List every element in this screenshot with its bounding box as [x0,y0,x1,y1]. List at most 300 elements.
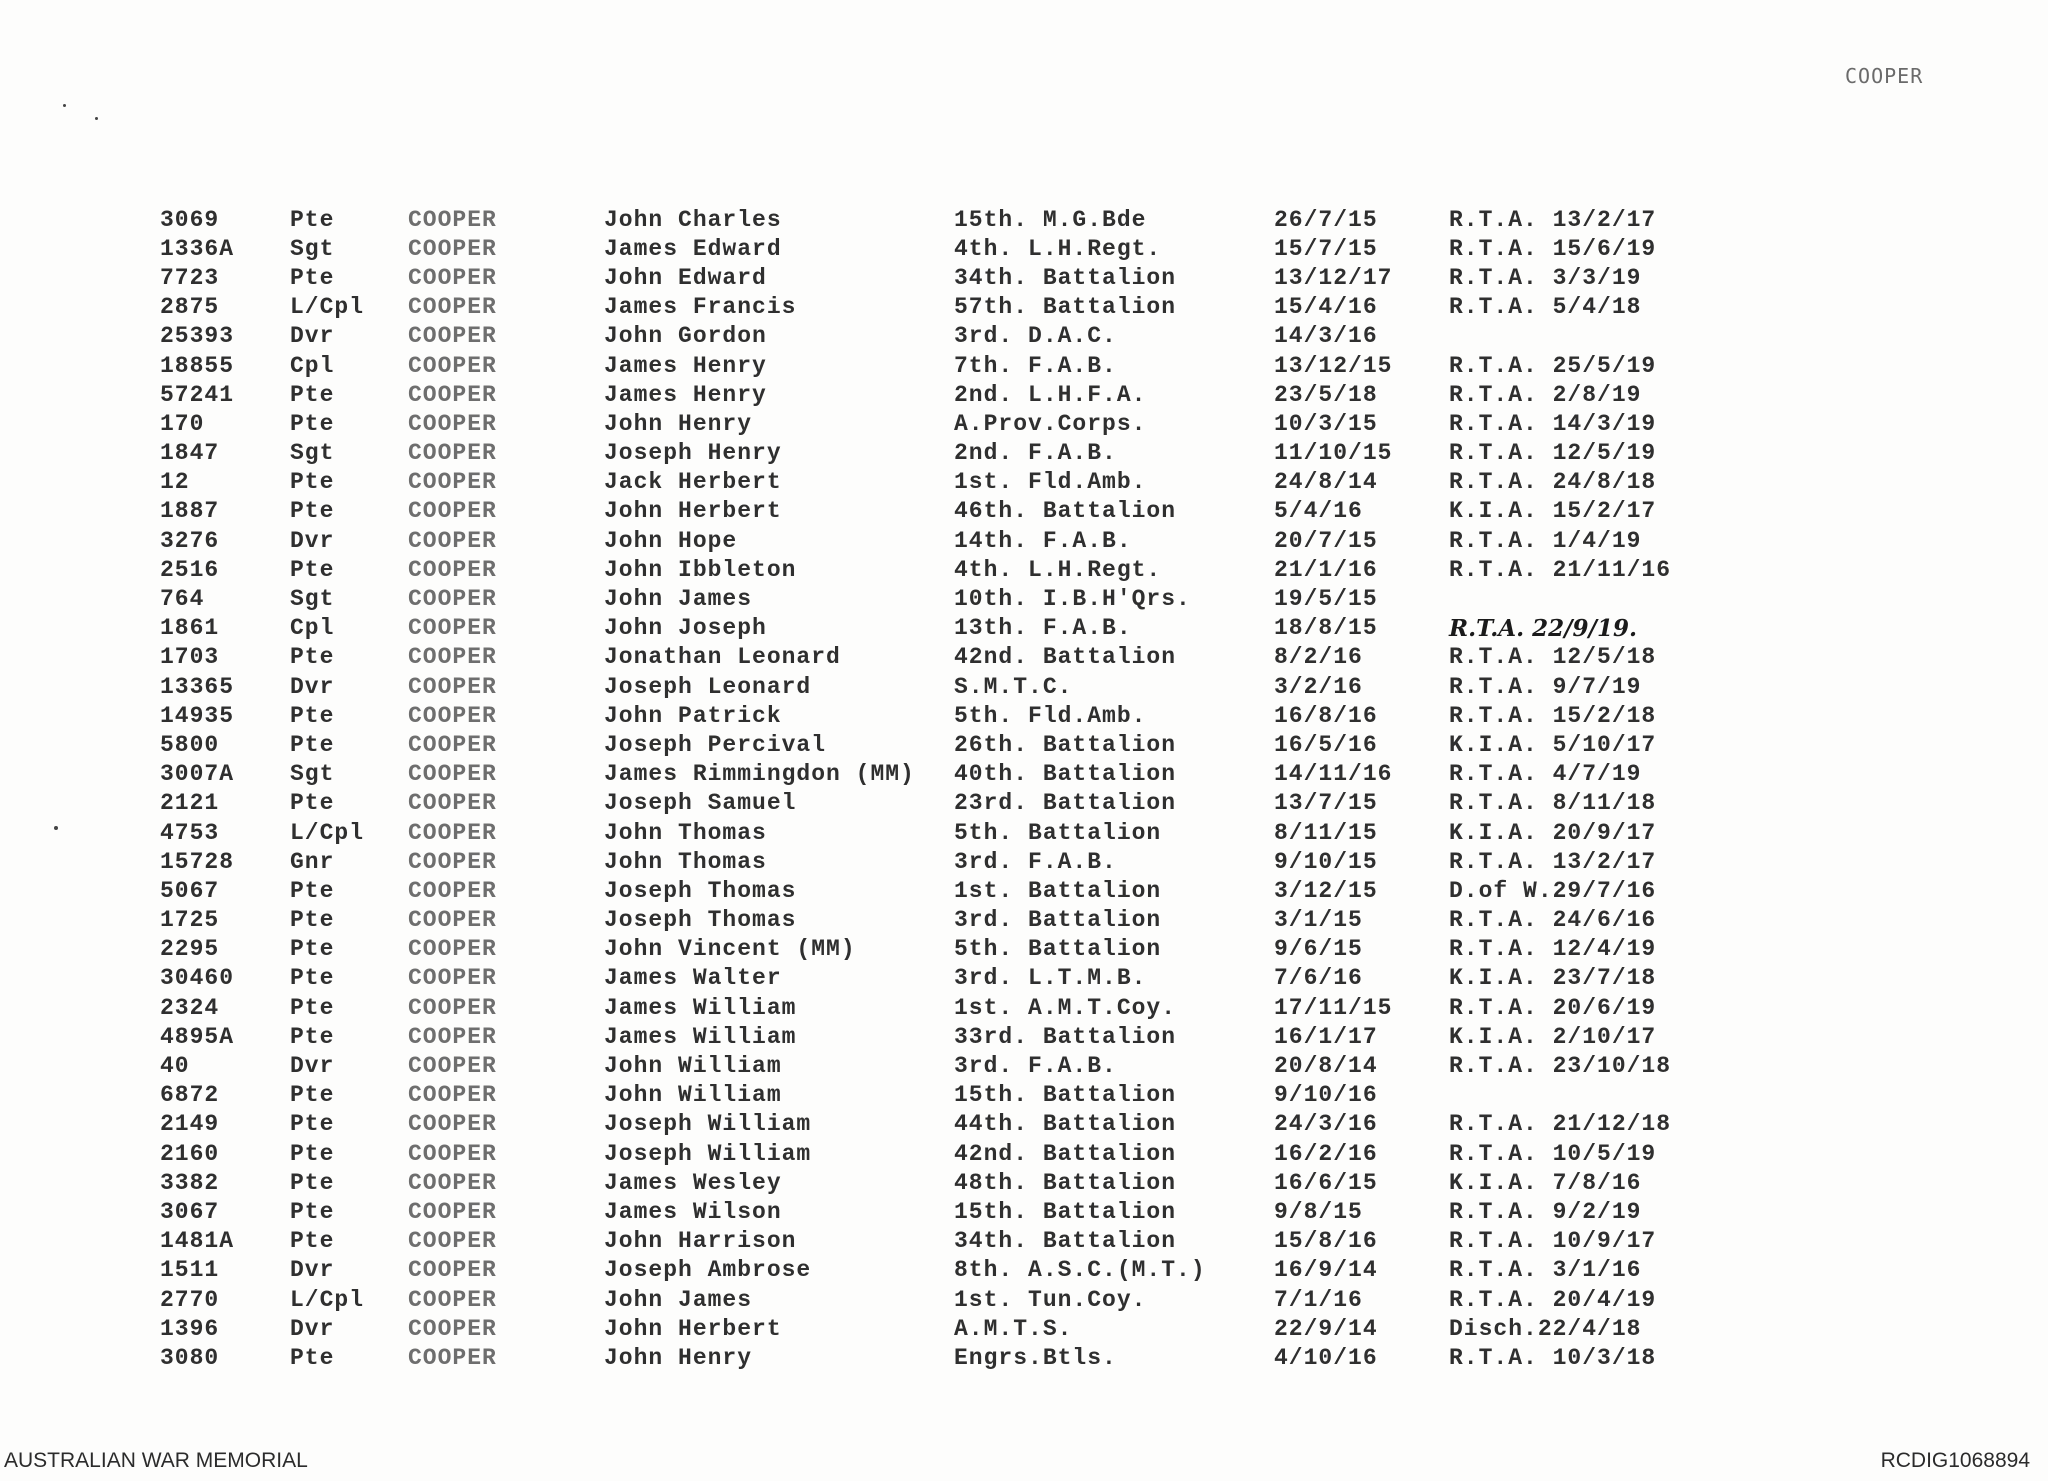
table-row [160,614,1749,643]
fate-cell: R.T.A. 12/5/18 [1449,644,1657,671]
surname-cell: COOPER [408,790,497,817]
rank-cell: Cpl [290,615,335,642]
rank-cell: Pte [290,702,335,729]
rank-cell: Pte [290,1169,335,1196]
fate-cell: R.T.A. 12/4/19 [1449,936,1657,963]
service-number-cell: 1847 [160,440,220,467]
surname-cell: COOPER [408,1257,497,1284]
table-row [160,351,1749,380]
ink-speck [54,826,58,830]
surname-cell: COOPER [408,586,497,613]
given-names-cell: John Herbert [604,1315,782,1342]
rank-cell: Pte [290,469,335,496]
fate-cell: R.T.A. 25/5/19 [1449,352,1657,379]
surname-cell: COOPER [408,1286,497,1313]
enlistment-date-cell: 16/8/16 [1274,702,1378,729]
service-number-cell: 764 [160,586,205,613]
unit-cell: 1st. A.M.T.Coy. [954,994,1177,1021]
given-names-cell: James William [604,1023,797,1050]
given-names-cell: John William [604,1082,782,1109]
enlistment-date-cell: 16/1/17 [1274,1023,1378,1050]
rank-cell: Cpl [290,352,335,379]
enlistment-date-cell: 18/8/15 [1274,615,1378,642]
surname-cell: COOPER [408,761,497,788]
rank-cell: Dvr [290,673,335,700]
given-names-cell: John William [604,1053,782,1080]
table-row [160,205,1749,234]
service-number-cell: 3007A [160,761,235,788]
rank-cell: Dvr [290,323,335,350]
rank-cell: L/Cpl [290,1286,365,1313]
rank-cell: Pte [290,790,335,817]
surname-cell: COOPER [408,731,497,758]
fate-cell: K.I.A. 20/9/17 [1449,819,1657,846]
rank-cell: Pte [290,936,335,963]
table-row [160,701,1749,730]
given-names-cell: John Patrick [604,702,782,729]
nominal-roll-table [160,205,1749,1373]
rank-cell: Gnr [290,848,335,875]
nominal-roll-rows [160,205,1749,1373]
surname-cell: COOPER [408,294,497,321]
table-row [160,643,1749,672]
given-names-cell: James Henry [604,381,767,408]
surname-cell: COOPER [408,877,497,904]
fate-cell: K.I.A. 7/8/16 [1449,1169,1642,1196]
ink-speck [95,117,98,120]
surname-cell: COOPER [408,615,497,642]
enlistment-date-cell: 16/5/16 [1274,731,1378,758]
surname-cell: COOPER [408,1198,497,1225]
surname-cell: COOPER [408,1082,497,1109]
surname-cell: COOPER [408,323,497,350]
table-row [160,964,1749,993]
surname-cell: COOPER [408,498,497,525]
given-names-cell: Joseph Thomas [604,877,797,904]
rank-cell: Dvr [290,1053,335,1080]
table-row [160,993,1749,1022]
unit-cell: 57th. Battalion [954,294,1177,321]
rank-cell: Pte [290,206,335,233]
table-row [160,1314,1749,1343]
table-row [160,1051,1749,1080]
unit-cell: 2nd. L.H.F.A. [954,381,1147,408]
service-number-cell: 57241 [160,381,235,408]
service-number-cell: 3067 [160,1198,220,1225]
service-number-cell: 1511 [160,1257,220,1284]
table-row [160,263,1749,292]
enlistment-date-cell: 22/9/14 [1274,1315,1378,1342]
ink-speck [63,104,66,107]
rank-cell: Pte [290,731,335,758]
enlistment-date-cell: 7/1/16 [1274,1286,1363,1313]
rank-cell: Sgt [290,440,335,467]
unit-cell: A.Prov.Corps. [954,410,1147,437]
given-names-cell: James William [604,994,797,1021]
unit-cell: Engrs.Btls. [954,1344,1117,1371]
surname-cell: COOPER [408,556,497,583]
unit-cell: 48th. Battalion [954,1169,1177,1196]
given-names-cell: James Henry [604,352,767,379]
enlistment-date-cell: 26/7/15 [1274,206,1378,233]
enlistment-date-cell: 19/5/15 [1274,586,1378,613]
enlistment-date-cell: 14/3/16 [1274,323,1378,350]
unit-cell: 46th. Battalion [954,498,1177,525]
enlistment-date-cell: 9/10/15 [1274,848,1378,875]
surname-cell: COOPER [408,352,497,379]
unit-cell: 15th. Battalion [954,1082,1177,1109]
rank-cell: Sgt [290,586,335,613]
unit-cell: 3rd. Battalion [954,907,1162,934]
service-number-cell: 5067 [160,877,220,904]
table-row [160,672,1749,701]
surname-cell: COOPER [408,994,497,1021]
service-number-cell: 12 [160,469,190,496]
given-names-cell: John Joseph [604,615,767,642]
given-names-cell: James Walter [604,965,782,992]
service-number-cell: 5800 [160,731,220,758]
enlistment-date-cell: 3/12/15 [1274,877,1378,904]
unit-cell: 14th. F.A.B. [954,527,1132,554]
rank-cell: Pte [290,644,335,671]
fate-cell: R.T.A. 13/2/17 [1449,206,1657,233]
fate-cell: R.T.A. 20/4/19 [1449,1286,1657,1313]
service-number-cell: 3069 [160,206,220,233]
given-names-cell: Joseph William [604,1140,812,1167]
fate-cell: Disch.22/4/18 [1449,1315,1642,1342]
rank-cell: Pte [290,877,335,904]
unit-cell: 1st. Fld.Amb. [954,469,1147,496]
enlistment-date-cell: 13/12/17 [1274,264,1393,291]
fate-cell: R.T.A. 3/3/19 [1449,264,1642,291]
fate-cell: K.I.A. 23/7/18 [1449,965,1657,992]
service-number-cell: 14935 [160,702,235,729]
service-number-cell: 1887 [160,498,220,525]
table-row [160,1139,1749,1168]
rank-cell: Pte [290,907,335,934]
given-names-cell: Joseph Samuel [604,790,797,817]
unit-cell: 7th. F.A.B. [954,352,1117,379]
given-names-cell: John Hope [604,527,738,554]
service-number-cell: 25393 [160,323,235,350]
table-row [160,789,1749,818]
unit-cell: 34th. Battalion [954,1228,1177,1255]
fate-cell: R.T.A. 1/4/19 [1449,527,1642,554]
fate-cell: R.T.A. 15/6/19 [1449,235,1657,262]
service-number-cell: 2121 [160,790,220,817]
table-row [160,906,1749,935]
unit-cell: 5th. Battalion [954,819,1162,846]
service-number-cell: 3276 [160,527,220,554]
enlistment-date-cell: 7/6/16 [1274,965,1363,992]
service-number-cell: 15728 [160,848,235,875]
table-row [160,1168,1749,1197]
fate-cell: R.T.A. 24/6/16 [1449,907,1657,934]
surname-cell: COOPER [408,1228,497,1255]
surname-cell: COOPER [408,410,497,437]
fate-cell: R.T.A. 14/3/19 [1449,410,1657,437]
rank-cell: Pte [290,264,335,291]
enlistment-date-cell: 15/4/16 [1274,294,1378,321]
fate-cell [1449,322,1749,351]
fate-cell: R.T.A. 8/11/18 [1449,790,1657,817]
unit-cell: 8th. A.S.C.(M.T.) [954,1257,1206,1284]
given-names-cell: Joseph Percival [604,731,827,758]
fate-cell: R.T.A. 4/7/19 [1449,761,1642,788]
unit-cell: 5th. Battalion [954,936,1162,963]
table-row [160,584,1749,613]
fate-cell: R.T.A. 12/5/19 [1449,440,1657,467]
fate-cell: R.T.A. 13/2/17 [1449,848,1657,875]
unit-cell: 3rd. L.T.M.B. [954,965,1147,992]
enlistment-date-cell: 20/8/14 [1274,1053,1378,1080]
enlistment-date-cell: 14/11/16 [1274,761,1393,788]
enlistment-date-cell: 5/4/16 [1274,498,1363,525]
enlistment-date-cell: 16/6/15 [1274,1169,1378,1196]
enlistment-date-cell: 24/3/16 [1274,1111,1378,1138]
enlistment-date-cell: 10/3/15 [1274,410,1378,437]
enlistment-date-cell: 8/2/16 [1274,644,1363,671]
enlistment-date-cell: 9/10/16 [1274,1082,1378,1109]
service-number-cell: 1336A [160,235,235,262]
given-names-cell: Jonathan Leonard [604,644,841,671]
surname-cell: COOPER [408,440,497,467]
fate-cell [1449,1081,1749,1110]
rank-cell: Dvr [290,1257,335,1284]
rank-cell: Pte [290,498,335,525]
service-number-cell: 2160 [160,1140,220,1167]
rank-cell: Dvr [290,527,335,554]
given-names-cell: John James [604,586,753,613]
rank-cell: Sgt [290,761,335,788]
unit-cell: 3rd. F.A.B. [954,1053,1117,1080]
table-row [160,1081,1749,1110]
surname-cell: COOPER [408,469,497,496]
surname-cell: COOPER [408,965,497,992]
table-row [160,409,1749,438]
unit-cell: 34th. Battalion [954,264,1177,291]
table-row [160,497,1749,526]
rank-cell: Dvr [290,1315,335,1342]
surname-cell: COOPER [408,1140,497,1167]
unit-cell: 2nd. F.A.B. [954,440,1117,467]
enlistment-date-cell: 13/12/15 [1274,352,1393,379]
given-names-cell: Joseph William [604,1111,812,1138]
service-number-cell: 170 [160,410,205,437]
table-row [160,234,1749,263]
fate-cell: R.T.A. 5/4/18 [1449,294,1642,321]
rank-cell: Pte [290,1111,335,1138]
surname-cell: COOPER [408,235,497,262]
service-number-cell: 6872 [160,1082,220,1109]
given-names-cell: John Thomas [604,848,767,875]
given-names-cell: Joseph Leonard [604,673,812,700]
fate-cell: R.T.A. 20/6/19 [1449,994,1657,1021]
table-row [160,468,1749,497]
table-row [160,439,1749,468]
table-row [160,1110,1749,1139]
enlistment-date-cell: 11/10/15 [1274,440,1393,467]
service-number-cell: 1396 [160,1315,220,1342]
rank-cell: Pte [290,1023,335,1050]
table-row [160,1197,1749,1226]
given-names-cell: John Harrison [604,1228,797,1255]
surname-cell: COOPER [408,1111,497,1138]
archive-reference-id: RCDIG1068894 [1880,1449,2030,1472]
table-row [160,1022,1749,1051]
fate-cell: R.T.A. 3/1/16 [1449,1257,1642,1284]
rank-cell: Sgt [290,235,335,262]
service-number-cell: 2516 [160,556,220,583]
enlistment-date-cell: 24/8/14 [1274,469,1378,496]
unit-cell: 10th. I.B.H'Qrs. [954,586,1191,613]
unit-cell: 44th. Battalion [954,1111,1177,1138]
enlistment-date-cell: 3/2/16 [1274,673,1363,700]
table-row [160,526,1749,555]
surname-cell: COOPER [408,1169,497,1196]
given-names-cell: John Charles [604,206,782,233]
surname-cell: COOPER [408,907,497,934]
service-number-cell: 13365 [160,673,235,700]
fate-cell: R.T.A. 15/2/18 [1449,702,1657,729]
enlistment-date-cell: 16/2/16 [1274,1140,1378,1167]
given-names-cell: James Edward [604,235,782,262]
fate-cell: K.I.A. 15/2/17 [1449,498,1657,525]
service-number-cell: 1861 [160,615,220,642]
surname-cell: COOPER [408,1053,497,1080]
service-number-cell: 2149 [160,1111,220,1138]
fate-cell: R.T.A. 21/11/16 [1449,556,1672,583]
enlistment-date-cell: 4/10/16 [1274,1344,1378,1371]
surname-cell: COOPER [408,673,497,700]
enlistment-date-cell: 16/9/14 [1274,1257,1378,1284]
table-row [160,730,1749,759]
table-row [160,935,1749,964]
fate-cell: R.T.A. 9/2/19 [1449,1198,1642,1225]
enlistment-date-cell: 8/11/15 [1274,819,1378,846]
enlistment-date-cell: 17/11/15 [1274,994,1393,1021]
enlistment-date-cell: 15/7/15 [1274,235,1378,262]
given-names-cell: James Wilson [604,1198,782,1225]
fate-cell: R.T.A. 10/9/17 [1449,1228,1657,1255]
service-number-cell: 30460 [160,965,235,992]
unit-cell: 5th. Fld.Amb. [954,702,1147,729]
enlistment-date-cell: 21/1/16 [1274,556,1378,583]
given-names-cell: John Edward [604,264,767,291]
table-row [160,380,1749,409]
enlistment-date-cell: 9/8/15 [1274,1198,1363,1225]
table-row [160,818,1749,847]
rank-cell: Pte [290,556,335,583]
unit-cell: S.M.T.C. [954,673,1073,700]
service-number-cell: 1725 [160,907,220,934]
given-names-cell: John Henry [604,410,753,437]
service-number-cell: 3080 [160,1344,220,1371]
surname-cell: COOPER [408,527,497,554]
rank-cell: Pte [290,381,335,408]
surname-cell: COOPER [408,206,497,233]
unit-cell: 40th. Battalion [954,761,1177,788]
enlistment-date-cell: 15/8/16 [1274,1228,1378,1255]
rank-cell: Pte [290,965,335,992]
unit-cell: 26th. Battalion [954,731,1177,758]
table-row [160,322,1749,351]
given-names-cell: John James [604,1286,753,1313]
fate-cell: R.T.A. 22/9/19. [1449,614,1637,642]
surname-cell: COOPER [408,1344,497,1371]
table-row [160,876,1749,905]
unit-cell: 23rd. Battalion [954,790,1177,817]
unit-cell: 42nd. Battalion [954,644,1177,671]
unit-cell: 15th. Battalion [954,1198,1177,1225]
fate-cell: R.T.A. 21/12/18 [1449,1111,1672,1138]
fate-cell: R.T.A. 10/3/18 [1449,1344,1657,1371]
given-names-cell: Joseph Ambrose [604,1257,812,1284]
fate-cell: R.T.A. 24/8/18 [1449,469,1657,496]
surname-cell: COOPER [408,848,497,875]
fate-cell [1449,584,1749,613]
unit-cell: 4th. L.H.Regt. [954,235,1162,262]
unit-cell: 1st. Battalion [954,877,1162,904]
unit-cell: A.M.T.S. [954,1315,1073,1342]
surname-header: COOPER [1845,64,1924,88]
rank-cell: Pte [290,994,335,1021]
service-number-cell: 4753 [160,819,220,846]
given-names-cell: John Herbert [604,498,782,525]
table-row [160,847,1749,876]
service-number-cell: 18855 [160,352,235,379]
unit-cell: 3rd. F.A.B. [954,848,1117,875]
table-row [160,1227,1749,1256]
rank-cell: Pte [290,1082,335,1109]
enlistment-date-cell: 13/7/15 [1274,790,1378,817]
service-number-cell: 3382 [160,1169,220,1196]
unit-cell: 13th. F.A.B. [954,615,1132,642]
given-names-cell: James Rimmingdon (MM) [604,761,915,788]
given-names-cell: John Thomas [604,819,767,846]
given-names-cell: John Ibbleton [604,556,797,583]
enlistment-date-cell: 9/6/15 [1274,936,1363,963]
unit-cell: 15th. M.G.Bde [954,206,1147,233]
table-row [160,760,1749,789]
service-number-cell: 7723 [160,264,220,291]
service-number-cell: 1703 [160,644,220,671]
table-row [160,1343,1749,1372]
given-names-cell: Jack Herbert [604,469,782,496]
surname-cell: COOPER [408,702,497,729]
rank-cell: Pte [290,410,335,437]
surname-cell: COOPER [408,644,497,671]
unit-cell: 33rd. Battalion [954,1023,1177,1050]
table-row [160,1285,1749,1314]
service-number-cell: 2770 [160,1286,220,1313]
archive-credit: AUSTRALIAN WAR MEMORIAL [4,1449,308,1472]
fate-cell: D.of W.29/7/16 [1449,877,1657,904]
service-number-cell: 4895A [160,1023,235,1050]
surname-cell: COOPER [408,819,497,846]
fate-cell: R.T.A. 2/8/19 [1449,381,1642,408]
given-names-cell: James Wesley [604,1169,782,1196]
rank-cell: L/Cpl [290,294,365,321]
given-names-cell: John Henry [604,1344,753,1371]
service-number-cell: 2295 [160,936,220,963]
fate-cell: R.T.A. 9/7/19 [1449,673,1642,700]
given-names-cell: John Vincent (MM) [604,936,856,963]
rank-cell: Pte [290,1344,335,1371]
service-number-cell: 1481A [160,1228,235,1255]
surname-cell: COOPER [408,1023,497,1050]
given-names-cell: James Francis [604,294,797,321]
